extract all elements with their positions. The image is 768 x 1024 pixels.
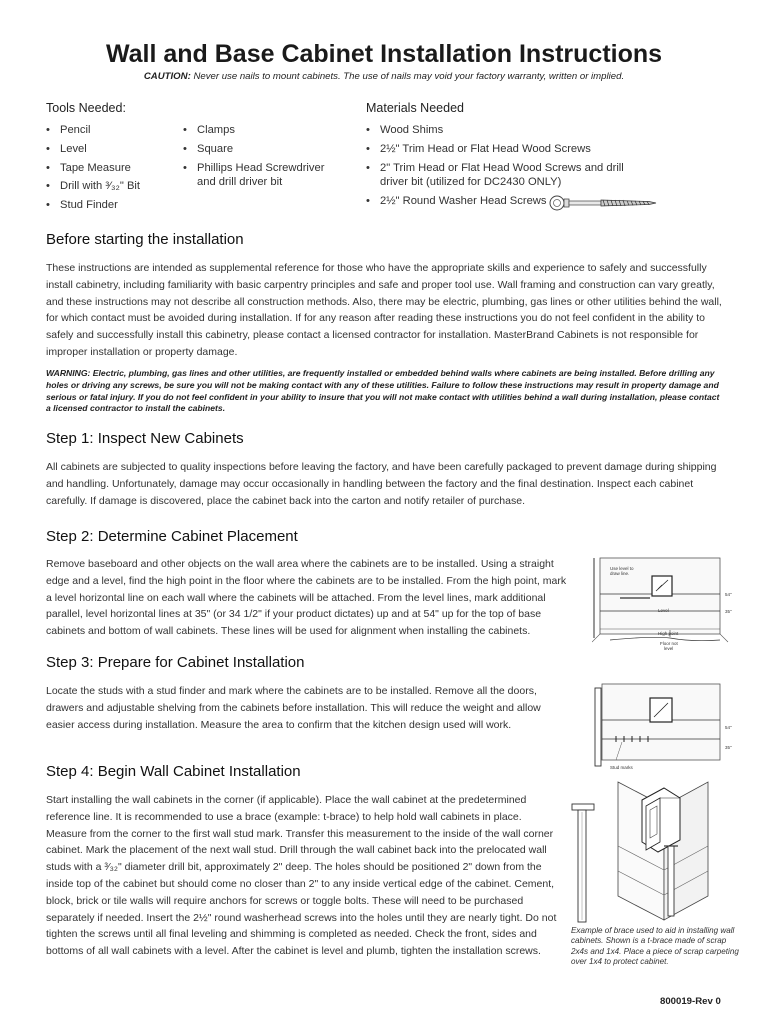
washer-screw-icon [549, 193, 659, 213]
page-title: Wall and Base Cabinet Installation Instructions [105, 40, 663, 68]
material-item: • 2½" Round Washer Head Screws [366, 194, 656, 209]
tool-item: • Level [46, 142, 176, 157]
tool-item: • Drill with ³⁄₃₂" Bit [46, 179, 176, 194]
figure-label: 54" [725, 592, 732, 597]
caution-text: Never use nails to mount cabinets. The use of nails may void your factory warranty, written or implied. [190, 71, 625, 82]
tool-item: • Square [183, 142, 343, 157]
figure-label: Floor not [660, 641, 678, 646]
step4-heading: Step 4: Begin Wall Cabinet Installation [46, 763, 301, 780]
before-body: These instructions are intended as supplemental reference for those who have the appropriate skills and experience to safely and successfully install cabinetry, including familiarity with basic carpentry principles and safe and proper tool use. Wall framing and construction can vary greatly, and these instructions may not describe all construction methods. Also, there may be electric, plumbing, gas lines or other utilities behind the wall, for which contact must be avoided during installation. If for any reason after reading these instructions you do not feel confident in the ability to safely and successfully install this cabinetry, please contact a licensed contractor for installation. MasterBrand Cabinets is not responsible for improper installation or property damage. [46, 262, 722, 358]
figure-label: Stud marks [610, 765, 633, 770]
tools-heading: Tools Needed: [46, 101, 126, 115]
caution-note [0, 71, 768, 82]
tool-item: • Pencil [46, 123, 176, 138]
step3-body: Locate the studs with a stud finder and mark where the cabinets are to be installed. Remove all the doors, drawers and adjustable shelving from the cabinets before installation. This will reduce the weight and allow easier access during installation. Measure the area to confirm that the kitchen design used will work. [46, 685, 541, 731]
material-item: • Wood Shims [366, 123, 656, 138]
step3-heading: Step 3: Prepare for Cabinet Installation [46, 654, 305, 671]
material-item: • 2" Trim Head or Flat Head Wood Screws and drill driver bit (utilized for DC2430 ONLY) [366, 161, 630, 190]
figure-label: Use level to [610, 566, 634, 571]
step4-body: Start installing the wall cabinets in the corner (if applicable). Place the wall cabinet at the predetermined reference line. It is recommended to use a brace (example: t-brace) to help hold wall cabinets in place. Measure from the corner to the first wall stud mark. Transfer this measurement to the inside of the wall corner cabinet. Mark the placement of the next wall stud. Drill through the wall cabinet back into the prelocated wall studs with a ³⁄₃₂" diameter drill bit, approximately 2" deep. The holes should be positioned 2" down from the inside top of the cabinet but should come no closer than 2" to any inside vertical edge of the cabinet. Cement, block, brick or tile walls will require anchors for screws or toggle bolts. These will need to be purchased separately if needed. Insert the 2½" round washerhead screws into the holes until they are nearly tight. Do not tighten the screws until all final leveling and shimming is completed as needed. Check the front, sides and bottoms of all wall cabinets with a level. After the cabinet is level and plumb, tighten the installation screws. [46, 794, 557, 958]
material-item: • 2½" Trim Head or Flat Head Wood Screws [366, 142, 656, 157]
figure-label: High point [658, 631, 679, 636]
tool-item: • Tape Measure [46, 161, 176, 176]
caution-label: CAUTION: [143, 71, 191, 82]
before-heading: Before starting the installation [46, 231, 244, 248]
t-brace-diagram [568, 776, 748, 924]
figure-label: 35" [725, 745, 732, 750]
materials-heading: Materials Needed [366, 101, 464, 115]
warning-label: WARNING: [46, 368, 91, 378]
tools-list-2 [183, 123, 343, 190]
stud-marks-diagram [592, 682, 742, 774]
floor-level-diagram [592, 556, 742, 656]
tool-item: • Stud Finder [46, 198, 176, 213]
figure-label: draw line. [610, 571, 630, 576]
step2-heading: Step 2: Determine Cabinet Placement [46, 528, 298, 545]
figure-label: 54" [725, 725, 732, 730]
figure-label: 35" [725, 609, 732, 614]
warning-note [46, 368, 722, 415]
tool-item: • Clamps [183, 123, 343, 138]
step2-body: Remove baseboard and other objects on the wall area where the cabinets are to be installed. Using a straight edge and a level, find the high point in the floor where the cabinets are to be installed. From the high point, mark a level horizontal line on each wall where the cabinets will be attached. From the level lines, mark additional parallel, level horizontal lines at 35" (or 34 1/2" if your product dictates) up and at 54" up for the top of base cabinets and bottom of wall cabinets. These lines will be used for alignment when installing the cabinets. [46, 558, 567, 638]
step1-body: All cabinets are subjected to quality inspections before leaving the factory, and have been carefully packaged to prevent damage during shipping and handling. Unfortunately, damage may occur occasionally in handling between the factory and the final destination. Inspect each cabinet carefully. If damage is discovered, place the cabinet back into the carton and notify retailer of purchase. [46, 461, 717, 507]
figure-label: level [664, 646, 674, 651]
warning-text: Electric, plumbing, gas lines and other utilities, are frequently installed or embedded behind walls where cabinets are being installed. Before drilling any holes or driving any screws, be sure you will not be making contact with any of these utilities. Failure to follow these instructions may result in property damage and serious or fatal injury. If you do not feel confident in your ability to insure that you will not make contact with utilities behind a wall during installation, please contact a licensed contractor to install the cabinets. [46, 368, 720, 414]
figure-label: Level [658, 608, 669, 613]
document-code: 800019-Rev 0 [660, 996, 721, 1007]
step1-heading: Step 1: Inspect New Cabinets [46, 430, 244, 447]
brace-caption: Example of brace used to aid in installing wall cabinets. Shown is a t-brace made of scrap 2x4s and 1x4. Place a piece of scrap carpeting over 1x4 to protect cabinet. [571, 926, 739, 967]
tool-item: • Phillips Head Screwdriver and drill driver bit [183, 161, 343, 190]
tools-list-1 [46, 123, 176, 217]
